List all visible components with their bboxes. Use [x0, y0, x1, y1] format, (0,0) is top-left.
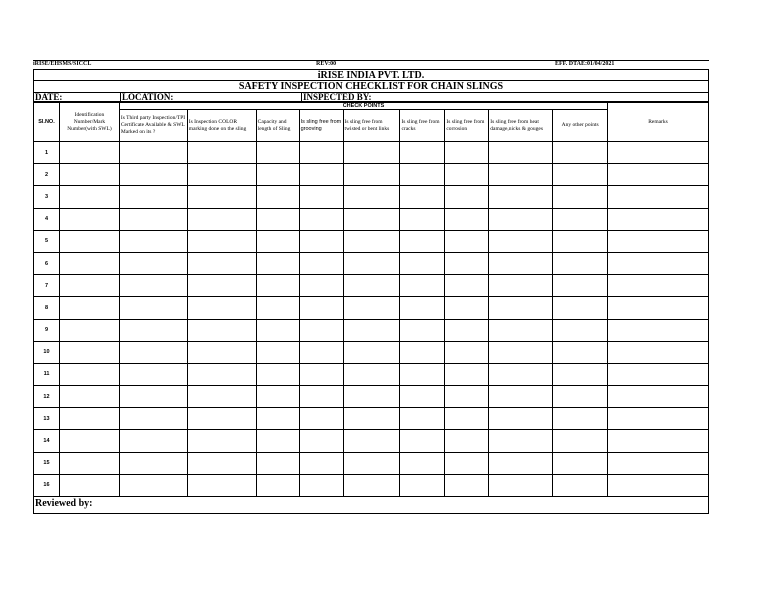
entry-cell[interactable]	[489, 142, 553, 164]
row-number: 5	[34, 230, 60, 252]
entry-cell[interactable]	[400, 430, 445, 452]
checklist-table	[33, 102, 709, 497]
entry-cell[interactable]	[299, 252, 343, 274]
entry-cell[interactable]	[256, 186, 299, 208]
entry-cell[interactable]	[119, 164, 187, 186]
entry-cell[interactable]	[343, 230, 400, 252]
entry-cell[interactable]	[489, 252, 553, 274]
entry-cell[interactable]	[119, 230, 187, 252]
entry-cell[interactable]	[119, 297, 187, 319]
info-row	[33, 92, 709, 102]
entry-cell[interactable]	[119, 252, 187, 274]
entry-cell[interactable]	[59, 363, 119, 385]
revision: REV:00	[316, 61, 337, 67]
entry-cell[interactable]	[187, 408, 256, 430]
entry-cell[interactable]	[256, 363, 299, 385]
entry-cell[interactable]	[256, 164, 299, 186]
entry-cell[interactable]	[400, 208, 445, 230]
entry-cell[interactable]	[187, 341, 256, 363]
entry-cell[interactable]	[445, 208, 489, 230]
entry-cell[interactable]	[299, 452, 343, 474]
entry-cell[interactable]	[608, 230, 709, 252]
check-points-header: CHECK POINTS	[119, 103, 607, 110]
entry-cell[interactable]	[119, 474, 187, 496]
entry-cell[interactable]	[343, 164, 400, 186]
col-header-identification: Identification Number/Mark Number(with SWL)	[59, 103, 119, 142]
entry-cell[interactable]	[187, 230, 256, 252]
entry-cell[interactable]	[187, 474, 256, 496]
entry-cell[interactable]	[608, 474, 709, 496]
row-number: 14	[34, 430, 60, 452]
entry-cell[interactable]	[445, 386, 489, 408]
entry-cell[interactable]	[608, 386, 709, 408]
entry-cell[interactable]	[59, 252, 119, 274]
entry-cell[interactable]	[343, 297, 400, 319]
entry-cell[interactable]	[445, 230, 489, 252]
col-header-color-marking: Is Inspection COLOR marking done on the sling	[187, 110, 256, 142]
entry-cell[interactable]	[256, 208, 299, 230]
date-label: DATE:	[35, 92, 63, 102]
table-row	[34, 341, 709, 363]
table-row	[34, 230, 709, 252]
entry-cell[interactable]	[343, 252, 400, 274]
table-row	[34, 164, 709, 186]
entry-cell[interactable]	[187, 252, 256, 274]
row-number: 3	[34, 186, 60, 208]
entry-cell[interactable]	[608, 408, 709, 430]
entry-cell[interactable]	[608, 275, 709, 297]
col-header-slno: Sl.NO.	[34, 103, 60, 142]
col-header-cracks: Is sling free from cracks	[400, 110, 445, 142]
entry-cell[interactable]	[256, 386, 299, 408]
entry-cell[interactable]	[608, 142, 709, 164]
entry-cell[interactable]	[59, 142, 119, 164]
entry-cell[interactable]	[343, 474, 400, 496]
entry-cell[interactable]	[553, 142, 608, 164]
entry-cell[interactable]	[489, 430, 553, 452]
entry-cell[interactable]	[256, 142, 299, 164]
entry-cell[interactable]	[400, 164, 445, 186]
doc-code: iRISE/EHSMS/SICCL	[33, 61, 92, 67]
entry-cell[interactable]	[343, 408, 400, 430]
entry-cell[interactable]	[119, 363, 187, 385]
entry-cell[interactable]	[400, 275, 445, 297]
reviewed-by: Reviewed by:	[33, 496, 709, 514]
table-row	[34, 208, 709, 230]
entry-cell[interactable]	[489, 408, 553, 430]
entry-cell[interactable]	[608, 208, 709, 230]
row-number: 2	[34, 164, 60, 186]
entry-cell[interactable]	[343, 142, 400, 164]
entry-cell[interactable]	[119, 275, 187, 297]
entry-cell[interactable]	[445, 297, 489, 319]
entry-cell[interactable]	[299, 230, 343, 252]
entry-cell[interactable]	[489, 341, 553, 363]
entry-cell[interactable]	[59, 275, 119, 297]
entry-cell[interactable]	[119, 386, 187, 408]
entry-cell[interactable]	[299, 474, 343, 496]
row-number: 1	[34, 142, 60, 164]
entry-cell[interactable]	[256, 452, 299, 474]
entry-cell[interactable]	[400, 186, 445, 208]
entry-cell[interactable]	[489, 275, 553, 297]
entry-cell[interactable]	[608, 341, 709, 363]
table-row	[34, 452, 709, 474]
entry-cell[interactable]	[553, 474, 608, 496]
table-row	[34, 319, 709, 341]
entry-cell[interactable]	[608, 186, 709, 208]
entry-cell[interactable]	[256, 230, 299, 252]
col-header-tpi-certificate: Is Third party Inspection/TPI Certificate Available & SWL Marked on its ?	[119, 110, 187, 142]
entry-cell[interactable]	[343, 341, 400, 363]
table-row	[34, 297, 709, 319]
entry-cell[interactable]	[299, 363, 343, 385]
entry-cell[interactable]	[299, 386, 343, 408]
entry-cell[interactable]	[445, 252, 489, 274]
row-number: 13	[34, 408, 60, 430]
entry-cell[interactable]	[343, 186, 400, 208]
entry-cell[interactable]	[608, 363, 709, 385]
entry-cell[interactable]	[400, 252, 445, 274]
row-number: 6	[34, 252, 60, 274]
entry-cell[interactable]	[553, 230, 608, 252]
entry-cell[interactable]	[445, 341, 489, 363]
entry-cell[interactable]	[445, 142, 489, 164]
entry-cell[interactable]	[59, 341, 119, 363]
table-row	[34, 408, 709, 430]
entry-cell[interactable]	[59, 164, 119, 186]
entry-cell[interactable]	[119, 341, 187, 363]
entry-cell[interactable]	[553, 275, 608, 297]
entry-cell[interactable]	[400, 297, 445, 319]
entry-cell[interactable]	[400, 386, 445, 408]
row-number: 7	[34, 275, 60, 297]
entry-cell[interactable]	[445, 408, 489, 430]
entry-cell[interactable]	[59, 297, 119, 319]
entry-cell[interactable]	[59, 474, 119, 496]
entry-cell[interactable]	[608, 252, 709, 274]
entry-cell[interactable]	[299, 297, 343, 319]
row-number: 16	[34, 474, 60, 496]
row-number: 15	[34, 452, 60, 474]
entry-cell[interactable]	[445, 275, 489, 297]
entry-cell[interactable]	[187, 363, 256, 385]
entry-cell[interactable]	[445, 430, 489, 452]
entry-cell[interactable]	[299, 408, 343, 430]
check-points-row	[34, 103, 709, 110]
entry-cell[interactable]	[187, 142, 256, 164]
row-number: 10	[34, 341, 60, 363]
entry-cell[interactable]	[119, 142, 187, 164]
entry-cell[interactable]	[608, 164, 709, 186]
entry-cell[interactable]	[608, 430, 709, 452]
col-header-heat-damage: Is sling free from heat damage,nicks & gouges	[489, 110, 553, 142]
entry-cell[interactable]	[299, 319, 343, 341]
entry-cell[interactable]	[59, 208, 119, 230]
location-label: LOCATION:	[122, 92, 174, 102]
entry-cell[interactable]	[445, 474, 489, 496]
entry-cell[interactable]	[553, 408, 608, 430]
row-number: 9	[34, 319, 60, 341]
entry-cell[interactable]	[187, 319, 256, 341]
entry-cell[interactable]	[299, 430, 343, 452]
entry-cell[interactable]	[608, 452, 709, 474]
entry-cell[interactable]	[299, 164, 343, 186]
entry-cell[interactable]	[343, 275, 400, 297]
entry-cell[interactable]	[400, 474, 445, 496]
table-row	[34, 186, 709, 208]
entry-cell[interactable]	[553, 252, 608, 274]
row-number: 11	[34, 363, 60, 385]
entry-cell[interactable]	[119, 208, 187, 230]
table-row	[34, 430, 709, 452]
entry-cell[interactable]	[553, 341, 608, 363]
entry-cell[interactable]	[119, 408, 187, 430]
entry-cell[interactable]	[59, 430, 119, 452]
entry-cell[interactable]	[59, 230, 119, 252]
entry-cell[interactable]	[445, 363, 489, 385]
document-meta-row	[33, 61, 709, 69]
entry-cell[interactable]	[553, 363, 608, 385]
table-row	[34, 386, 709, 408]
entry-cell[interactable]	[445, 452, 489, 474]
entry-cell[interactable]	[256, 319, 299, 341]
entry-cell[interactable]	[256, 408, 299, 430]
entry-cell[interactable]	[400, 142, 445, 164]
entry-cell[interactable]	[119, 319, 187, 341]
entry-cell[interactable]	[299, 142, 343, 164]
entry-cell[interactable]	[59, 452, 119, 474]
entry-cell[interactable]	[299, 341, 343, 363]
entry-cell[interactable]	[553, 452, 608, 474]
entry-cell[interactable]	[489, 208, 553, 230]
col-header-other-points: Any other points	[553, 110, 608, 142]
effective-date: EFF. DTAE:01/04/2021	[555, 61, 615, 67]
entry-cell[interactable]	[187, 275, 256, 297]
entry-cell[interactable]	[400, 408, 445, 430]
entry-cell[interactable]	[256, 252, 299, 274]
entry-cell[interactable]	[119, 186, 187, 208]
entry-cell[interactable]	[256, 275, 299, 297]
row-number: 4	[34, 208, 60, 230]
entry-cell[interactable]	[187, 297, 256, 319]
inspected-by-label: INSPECTED BY:	[303, 92, 372, 102]
entry-cell[interactable]	[489, 363, 553, 385]
entry-cell[interactable]	[608, 297, 709, 319]
entry-cell[interactable]	[343, 208, 400, 230]
entry-cell[interactable]	[489, 230, 553, 252]
entry-cell[interactable]	[400, 230, 445, 252]
table-row	[34, 252, 709, 274]
entry-cell[interactable]	[489, 164, 553, 186]
entry-cell[interactable]	[299, 208, 343, 230]
table-row	[34, 275, 709, 297]
entry-cell[interactable]	[553, 186, 608, 208]
entry-cell[interactable]	[608, 319, 709, 341]
entry-cell[interactable]	[553, 164, 608, 186]
entry-cell[interactable]	[445, 186, 489, 208]
entry-cell[interactable]	[489, 319, 553, 341]
entry-cell[interactable]	[400, 452, 445, 474]
table-row	[34, 142, 709, 164]
entry-cell[interactable]	[400, 363, 445, 385]
column-header-row	[34, 110, 709, 142]
col-header-twisted-links: Is sling free from twisted or bent links	[343, 110, 400, 142]
entry-cell[interactable]	[400, 319, 445, 341]
entry-cell[interactable]	[343, 363, 400, 385]
col-header-grooving: Is sling free from grooving	[299, 110, 343, 142]
col-header-corrosion: Is sling free from corrosion	[445, 110, 489, 142]
entry-cell[interactable]	[119, 430, 187, 452]
entry-cell[interactable]	[187, 452, 256, 474]
entry-cell[interactable]	[343, 430, 400, 452]
col-header-capacity: Capacity and length of Sling	[256, 110, 299, 142]
entry-cell[interactable]	[187, 430, 256, 452]
entry-cell[interactable]	[445, 319, 489, 341]
entry-cell[interactable]	[445, 164, 489, 186]
entry-cell[interactable]	[489, 386, 553, 408]
entry-cell[interactable]	[256, 474, 299, 496]
entry-cell[interactable]	[489, 452, 553, 474]
entry-cell[interactable]	[400, 341, 445, 363]
entry-cell[interactable]	[299, 275, 343, 297]
entry-cell[interactable]	[119, 452, 187, 474]
entry-cell[interactable]	[343, 386, 400, 408]
entry-cell[interactable]	[553, 208, 608, 230]
entry-cell[interactable]	[256, 430, 299, 452]
entry-cell[interactable]	[187, 208, 256, 230]
entry-cell[interactable]	[489, 186, 553, 208]
company-name: iRISE INDIA PVT. LTD.	[33, 69, 709, 80]
entry-cell[interactable]	[343, 319, 400, 341]
entry-cell[interactable]	[343, 452, 400, 474]
entry-cell[interactable]	[299, 186, 343, 208]
entry-cell[interactable]	[187, 386, 256, 408]
table-row	[34, 474, 709, 496]
col-header-remarks: Remarks	[608, 103, 709, 142]
entry-cell[interactable]	[256, 297, 299, 319]
entry-cell[interactable]	[59, 186, 119, 208]
entry-cell[interactable]	[59, 319, 119, 341]
entry-cell[interactable]	[59, 386, 119, 408]
entry-cell[interactable]	[59, 408, 119, 430]
entry-cell[interactable]	[187, 164, 256, 186]
entry-cell[interactable]	[553, 430, 608, 452]
row-number: 12	[34, 386, 60, 408]
entry-cell[interactable]	[553, 297, 608, 319]
entry-cell[interactable]	[553, 319, 608, 341]
entry-cell[interactable]	[553, 386, 608, 408]
table-row	[34, 363, 709, 385]
entry-cell[interactable]	[489, 474, 553, 496]
entry-cell[interactable]	[187, 186, 256, 208]
page-title: SAFETY INSPECTION CHECKLIST FOR CHAIN SLINGS	[33, 80, 709, 92]
row-number: 8	[34, 297, 60, 319]
entry-cell[interactable]	[489, 297, 553, 319]
entry-cell[interactable]	[256, 341, 299, 363]
